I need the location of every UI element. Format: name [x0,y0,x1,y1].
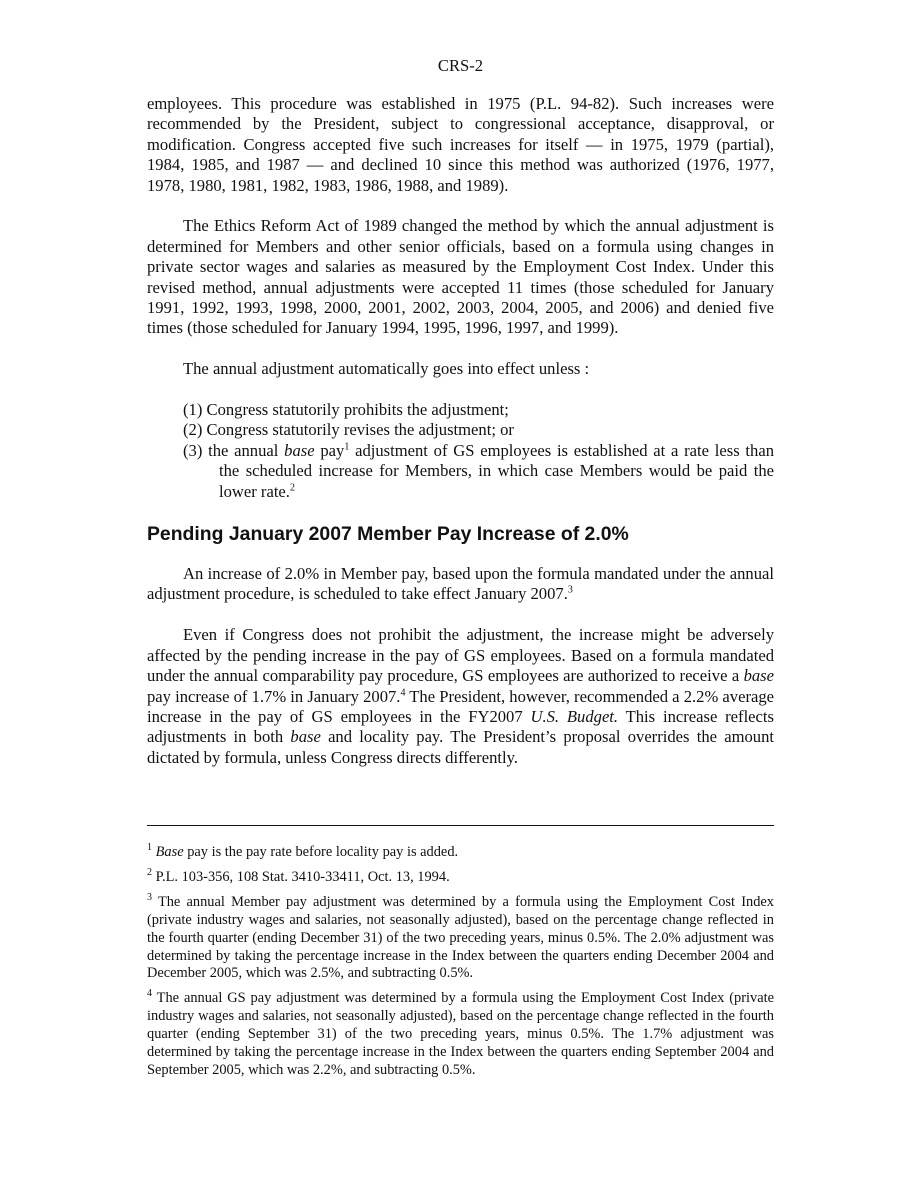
footnote-ref-3: 3 [567,584,573,596]
footnote-3: $^3$ The annual Member pay adjustment was determined by a formula using the Employment Cost Index (private industry wages and salaries, not seasonally adjusted), based on the percentage change reflected in the fourth quarter (ending December 31) of the two preceding years, minus 0.5%. The 2.0% adjustment was determined by taking the percentage increase in the Index between the quarters ending December 2004 and December 2005, which was 2.5%, and subtracting 0.5%. [147,892,774,982]
paragraph-procedure-history: employees. This procedure was established in 1975 (P.L. 94-82). Such increases were recommended by the President, subject to congressional acceptance, disapproval, or modification. Congress accepted five such increases for itself — in 1975, 1979 (partial), 1984, 1985, and 1987 — and declined 10 since this method was authorized (1976, 1977, 1978, 1980, 1981, 1982, 1983, 1986, 1988, and 1989). [147,94,774,195]
footnote-1: $^1$ Base pay is the pay rate before locality pay is added. [147,842,459,860]
conditions-list [147,400,774,502]
body-text [147,94,774,768]
footnote-ref-2: 2 [289,482,295,494]
footnote-ref-4: 4 [400,686,406,698]
footnote-ref-1: 1 [344,441,350,453]
footnote-4: $^4$ The annual GS pay adjustment was determined by a formula using the Employment Cost Index (private industry wages and salaries, not seasonally adjusted), based on the percentage change reflected in the fourth quarter (ending September 31) of the two preceding years, minus 0.5%. The 1.7% adjustment was determined by taking the percentage increase in the Index between the quarters ending September 2004 and September 2005, which was 2.2%, and subtracting 0.5%. [147,988,774,1078]
list-item-3: (3) the annual base pay$^1$ adjustment of GS employees is established at a rate less than the scheduled increase for Members, in which case Members would be paid the lower rate.$^2$ [183,440,774,501]
page-number-header: CRS-2 [437,56,484,75]
footnotes [147,844,774,1087]
paragraph-ethics-reform-act: The Ethics Reform Act of 1989 changed the method by which the annual adjustment is determined for Members and other senior officials, based on a formula using changes in private sector wages and salaries as measured by the Employment Cost Index. Under this revised method, annual adjustments were accepted 11 times (those scheduled for January 1991, 1992, 1993, 1998, 2000, 2001, 2002, 2003, 2004, 2005, and 2006) and denied five times (those scheduled for January 1994, 1995, 1996, 1997, and 1999). [147,216,774,338]
list-item-1: (1) Congress statutorily prohibits the adjustment; [183,400,509,420]
paragraph-adjustment-conditions: The annual adjustment automatically goes into effect unless : [183,359,590,379]
paragraph-gs-employees: Even if Congress does not prohibit the adjustment, the increase might be adversely affected by the pending increase in the pay of GS employees. Based on a formula mandated under the annual comparability pay procedure, GS employees are authorized to receive a base pay increase of 1.7% in January 2007.$^4$ The President, however, recommended a 2.2% average increase in the pay of GS employees in the FY2007 U.S. Budget. This increase reflects adjustments in both base and locality pay. The President’s proposal overrides the amount dictated by formula, unless Congress directs differently. [147,625,774,767]
list-item-2: (2) Congress statutorily revises the adjustment; or [183,420,514,440]
paragraph-pending-increase: An increase of 2.0% in Member pay, based upon the formula mandated under the annual adjustment procedure, is scheduled to take effect January 2007.$^3$ [147,564,774,604]
footnote-divider [147,825,774,826]
section-heading: Pending January 2007 Member Pay Increase of 2.0% [147,523,629,546]
footnote-2: $^2$ P.L. 103-356, 108 Stat. 3410-33411, Oct. 13, 1994. [147,867,450,885]
